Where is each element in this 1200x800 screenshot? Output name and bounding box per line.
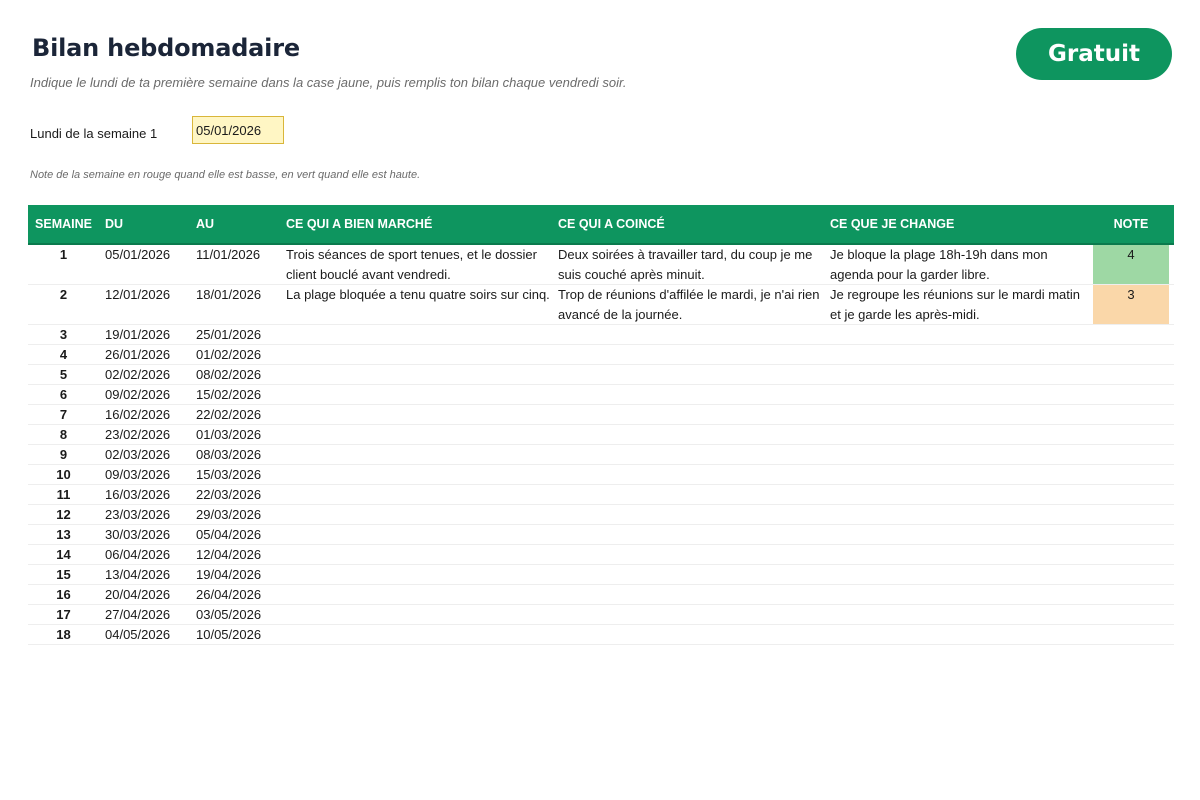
cell-coince[interactable] xyxy=(552,365,824,384)
header-bien: CE QUI A BIEN MARCHÉ xyxy=(286,217,433,231)
cell-semaine: 12 xyxy=(56,507,71,522)
cell-change[interactable]: Je regroupe les réunions sur le mardi matin et je garde les après-midi. xyxy=(830,287,1081,322)
cell-coince[interactable] xyxy=(552,425,824,444)
cell-du: 02/02/2026 xyxy=(105,367,171,382)
cell-semaine: 10 xyxy=(56,467,71,482)
note-hint: Note de la semaine en rouge quand elle est basse, en vert quand elle est haute. xyxy=(30,169,421,181)
cell-note[interactable]: 3 xyxy=(1093,285,1169,324)
cell-coince[interactable] xyxy=(552,505,824,524)
cell-bien[interactable] xyxy=(280,465,552,484)
table-row xyxy=(28,505,1174,525)
cell-note[interactable] xyxy=(1093,525,1169,544)
cell-semaine: 2 xyxy=(59,287,68,302)
cell-au: 22/02/2026 xyxy=(196,407,262,422)
cell-du: 23/03/2026 xyxy=(105,507,171,522)
cell-note[interactable] xyxy=(1093,325,1169,344)
cell-coince[interactable] xyxy=(552,585,824,604)
table-header-row xyxy=(28,205,1174,245)
cell-change[interactable]: Je bloque la plage 18h-19h dans mon agenda pour la garder libre. xyxy=(830,247,1048,282)
cell-au: 19/04/2026 xyxy=(196,567,262,582)
cell-coince[interactable] xyxy=(552,325,824,344)
cell-du: 20/04/2026 xyxy=(105,587,171,602)
cell-bien[interactable] xyxy=(280,345,552,364)
start-date-input[interactable] xyxy=(192,116,284,144)
cell-bien[interactable] xyxy=(280,365,552,384)
cell-bien[interactable] xyxy=(280,625,552,644)
cell-coince[interactable] xyxy=(552,465,824,484)
table-row xyxy=(28,325,1174,345)
cell-change[interactable] xyxy=(824,325,1093,344)
cell-semaine: 7 xyxy=(59,407,68,422)
cell-du: 09/03/2026 xyxy=(105,467,171,482)
cell-du: 12/01/2026 xyxy=(105,287,171,302)
table-row xyxy=(28,565,1174,585)
cell-note[interactable] xyxy=(1093,345,1169,364)
cell-semaine: 8 xyxy=(59,427,68,442)
table-row xyxy=(28,285,1174,325)
table-row xyxy=(28,625,1174,645)
cell-note[interactable] xyxy=(1093,445,1169,464)
cell-au: 26/04/2026 xyxy=(196,587,262,602)
cell-du: 02/03/2026 xyxy=(105,447,171,462)
cell-au: 15/03/2026 xyxy=(196,467,262,482)
cell-coince[interactable] xyxy=(552,405,824,424)
cell-bien[interactable] xyxy=(280,425,552,444)
start-date-label: Lundi de la semaine 1 xyxy=(30,126,158,141)
table-row xyxy=(28,405,1174,425)
cell-au: 18/01/2026 xyxy=(196,287,262,302)
cell-change[interactable] xyxy=(824,525,1093,544)
cell-du: 06/04/2026 xyxy=(105,547,171,562)
cell-bien[interactable] xyxy=(280,565,552,584)
cell-note[interactable] xyxy=(1093,365,1169,384)
cell-coince[interactable] xyxy=(552,525,824,544)
cell-change[interactable] xyxy=(824,605,1093,624)
cell-note[interactable] xyxy=(1093,545,1169,564)
header-au: AU xyxy=(196,217,215,231)
cell-semaine: 15 xyxy=(56,567,71,582)
cell-coince[interactable] xyxy=(552,385,824,404)
cell-du: 27/04/2026 xyxy=(105,607,171,622)
cell-change[interactable] xyxy=(824,585,1093,604)
weekly-review-table xyxy=(28,205,1174,645)
cell-note[interactable] xyxy=(1093,605,1169,624)
cell-note[interactable] xyxy=(1093,425,1169,444)
header-semaine: SEMAINE xyxy=(35,217,92,231)
cell-bien[interactable] xyxy=(280,585,552,604)
cell-au: 15/02/2026 xyxy=(196,387,262,402)
header-du: DU xyxy=(105,217,124,231)
cell-bien[interactable] xyxy=(280,325,552,344)
table-row xyxy=(28,245,1174,285)
table-row xyxy=(28,365,1174,385)
cell-semaine: 4 xyxy=(59,347,68,362)
cell-bien[interactable] xyxy=(280,505,552,524)
cell-au: 22/03/2026 xyxy=(196,487,262,502)
cell-semaine: 13 xyxy=(56,527,71,542)
cell-change[interactable] xyxy=(824,445,1093,464)
table-row xyxy=(28,545,1174,565)
cell-au: 08/03/2026 xyxy=(196,447,262,462)
cell-au: 03/05/2026 xyxy=(196,607,262,622)
cell-bien[interactable] xyxy=(280,605,552,624)
cell-change[interactable] xyxy=(824,465,1093,484)
cell-du: 19/01/2026 xyxy=(105,327,171,342)
cell-note[interactable] xyxy=(1093,405,1169,424)
cell-semaine: 5 xyxy=(59,367,68,382)
cell-bien[interactable] xyxy=(280,525,552,544)
cell-au: 01/02/2026 xyxy=(196,347,262,362)
cell-change[interactable] xyxy=(824,625,1093,644)
table-row xyxy=(28,385,1174,405)
table-row xyxy=(28,485,1174,505)
table-row xyxy=(28,445,1174,465)
cell-coince[interactable] xyxy=(552,545,824,564)
cell-change[interactable] xyxy=(824,485,1093,504)
cell-du: 16/03/2026 xyxy=(105,487,171,502)
cell-du: 13/04/2026 xyxy=(105,567,171,582)
cell-du: 30/03/2026 xyxy=(105,527,171,542)
cell-coince[interactable] xyxy=(552,485,824,504)
cell-bien[interactable]: La plage bloquée a tenu quatre soirs sur cinq. xyxy=(286,287,550,302)
cell-du: 09/02/2026 xyxy=(105,387,171,402)
cell-change[interactable] xyxy=(824,405,1093,424)
cell-semaine: 11 xyxy=(56,487,71,502)
cell-bien[interactable]: Trois séances de sport tenues, et le dossier client bouclé avant vendredi. xyxy=(286,247,537,282)
cell-note[interactable] xyxy=(1093,485,1169,504)
cell-semaine: 6 xyxy=(59,387,68,402)
table-row xyxy=(28,425,1174,445)
table-body xyxy=(28,245,1174,645)
cell-semaine: 1 xyxy=(59,247,68,262)
table-row xyxy=(28,345,1174,365)
header-coince: CE QUI A COINCÉ xyxy=(558,217,665,231)
cell-note[interactable] xyxy=(1093,385,1169,404)
cell-coince[interactable] xyxy=(552,445,824,464)
cell-change[interactable] xyxy=(824,385,1093,404)
cell-au: 25/01/2026 xyxy=(196,327,262,342)
cell-coince[interactable] xyxy=(552,345,824,364)
cell-bien[interactable] xyxy=(280,545,552,564)
cell-note[interactable] xyxy=(1093,585,1169,604)
cell-coince[interactable]: Deux soirées à travailler tard, du coup je me suis couché après minuit. xyxy=(558,247,813,282)
cell-coince[interactable] xyxy=(552,565,824,584)
cell-au: 01/03/2026 xyxy=(196,427,262,442)
cell-semaine: 18 xyxy=(56,627,71,642)
cell-change[interactable] xyxy=(824,505,1093,524)
table-row xyxy=(28,465,1174,485)
cell-au: 12/04/2026 xyxy=(196,547,262,562)
cell-coince[interactable]: Trop de réunions d'affilée le mardi, je n'ai rien avancé de la journée. xyxy=(558,287,820,322)
cell-du: 05/01/2026 xyxy=(105,247,171,262)
cell-bien[interactable] xyxy=(280,445,552,464)
gratuit-badge[interactable]: Gratuit xyxy=(1016,28,1172,80)
table-row xyxy=(28,605,1174,625)
cell-au: 10/05/2026 xyxy=(196,627,262,642)
cell-note[interactable] xyxy=(1093,565,1169,584)
cell-change[interactable] xyxy=(824,365,1093,384)
cell-change[interactable] xyxy=(824,565,1093,584)
cell-bien[interactable] xyxy=(280,385,552,404)
table-row xyxy=(28,585,1174,605)
cell-du: 16/02/2026 xyxy=(105,407,171,422)
page-title: Bilan hebdomadaire xyxy=(32,34,300,62)
cell-change[interactable] xyxy=(824,425,1093,444)
cell-du: 26/01/2026 xyxy=(105,347,171,362)
cell-du: 04/05/2026 xyxy=(105,627,171,642)
cell-change[interactable] xyxy=(824,345,1093,364)
cell-coince[interactable] xyxy=(552,625,824,644)
cell-au: 29/03/2026 xyxy=(196,507,262,522)
cell-semaine: 14 xyxy=(56,547,71,562)
cell-bien[interactable] xyxy=(280,405,552,424)
cell-semaine: 3 xyxy=(59,327,68,342)
cell-au: 05/04/2026 xyxy=(196,527,262,542)
cell-coince[interactable] xyxy=(552,605,824,624)
cell-du: 23/02/2026 xyxy=(105,427,171,442)
cell-note[interactable]: 4 xyxy=(1093,245,1169,284)
header-note: NOTE xyxy=(1113,217,1149,231)
table-row xyxy=(28,525,1174,545)
cell-note[interactable] xyxy=(1093,505,1169,524)
cell-semaine: 17 xyxy=(56,607,71,622)
cell-au: 11/01/2026 xyxy=(196,247,261,262)
cell-bien[interactable] xyxy=(280,485,552,504)
cell-change[interactable] xyxy=(824,545,1093,564)
header-change: CE QUE JE CHANGE xyxy=(830,217,955,231)
cell-note[interactable] xyxy=(1093,465,1169,484)
page-subtitle: Indique le lundi de ta première semaine dans la case jaune, puis remplis ton bilan chaque vendredi soir. xyxy=(30,75,627,90)
cell-semaine: 16 xyxy=(56,587,71,602)
cell-semaine: 9 xyxy=(59,447,68,462)
cell-au: 08/02/2026 xyxy=(196,367,262,382)
cell-note[interactable] xyxy=(1093,625,1169,644)
